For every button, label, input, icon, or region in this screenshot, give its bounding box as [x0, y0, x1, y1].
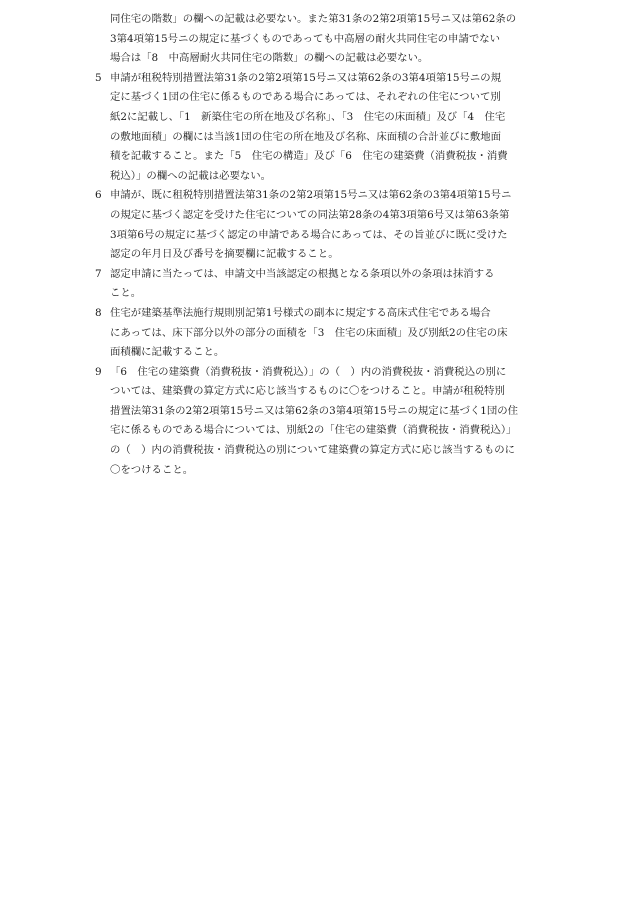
paragraph-line: の敷地面積」の欄には当該1団の住宅の所在地及び名称、床面積の合計並びに敷地面: [110, 130, 502, 143]
paragraph-line: 措置法第31条の2第2項第15号ニ又は第62条の3第4項第15号ニの規定に基づく1団の住: [110, 404, 519, 417]
paragraph-line: 〇をつけること。: [110, 463, 194, 476]
paragraph-line: [95, 186, 555, 206]
paragraph-item-9: [95, 363, 555, 481]
paragraph-line: ついては、建築費の算定方式に応じ該当するものに〇をつけること。申請が租税特別: [110, 385, 505, 398]
paragraph-item-7: [95, 265, 555, 304]
paragraph-item-5: [95, 69, 555, 187]
paragraph-line: 認定の年月日及び番号を摘要欄に記載すること。: [110, 248, 339, 261]
item-number: 9: [95, 365, 102, 378]
paragraph-line: [95, 265, 555, 285]
paragraph-line: [95, 363, 555, 383]
paragraph-line: 3第4項第15号ニの規定に基づくものであっても中高層の耐火共同住宅の申請でない: [110, 32, 501, 45]
paragraph-line: 積を記載すること。また「5 住宅の構造」及び「6 住宅の建築費（消費税抜・消費: [110, 150, 508, 163]
paragraph-line: の（ ）内の消費税抜・消費税込の別について建築費の算定方式に応じ該当するものに: [110, 444, 516, 457]
paragraph-line-text: 住宅が建築基準法施行規則別記第1号様式の副本に規定する高床式住宅である場合: [110, 306, 491, 319]
item-number: 7: [95, 267, 102, 280]
item-number: 8: [95, 306, 102, 319]
paragraph-line: こと。: [110, 287, 142, 300]
paragraph-line-text: 申請が、既に租税特別措置法第31条の2第2項第15号ニ又は第62条の3第4項第15号ニ: [110, 189, 512, 202]
item-number: 6: [95, 189, 102, 202]
instructions-body: [95, 10, 555, 480]
paragraph-item-8: [95, 304, 555, 363]
paragraph-line: [95, 69, 555, 89]
paragraph-line: 定に基づく1団の住宅に係るものである場合にあっては、それぞれの住宅について別: [110, 91, 501, 104]
paragraph-line: 3項第6号の規定に基づく認定の申請である場合にあっては、その旨並びに既に受けた: [110, 228, 508, 241]
paragraph-line: の規定に基づく認定を受けた住宅についての同法第28条の4第3項第6号又は第63条第: [110, 208, 510, 221]
paragraph-line: 紙2に記載し、「1 新築住宅の所在地及び名称」、「3 住宅の床面積」及び「4 住宅: [110, 110, 506, 123]
paragraph-line: にあっては、床下部分以外の部分の面積を「3 住宅の床面積」及び別紙2の住宅の床: [110, 326, 508, 339]
paragraph-line: 面積欄に記載すること。: [110, 346, 225, 359]
paragraph-line: 税込）」の欄への記載は必要ない。: [110, 169, 272, 182]
paragraph-line-text: 申請が租税特別措置法第31条の2第2項第15号ニ又は第62条の3第4項第15号ニの規: [110, 71, 502, 84]
paragraph-continuation: [95, 10, 555, 69]
item-number: 5: [95, 71, 102, 84]
paragraph-line: 同住宅の階数」の欄への記載は必要ない。また第31条の2第2項第15号ニ又は第62条の: [110, 13, 517, 25]
paragraph-line: 場合は「8 中高層耐火共同住宅の階数」の欄への記載は必要ない。: [110, 52, 429, 65]
paragraph-line-text: 認定申請に当たっては、申請文中当該認定の根拠となる条項以外の条項は抹消する: [110, 267, 495, 280]
paragraph-line-text: 「6 住宅の建築費（消費税抜・消費税込）」の（ ）内の消費税抜・消費税込の別に: [110, 365, 507, 378]
paragraph-line: [95, 304, 555, 324]
paragraph-line: 宅に係るものである場合については、別紙2の「住宅の建築費（消費税抜・消費税込）」: [110, 424, 517, 437]
paragraph-item-6: [95, 186, 555, 264]
